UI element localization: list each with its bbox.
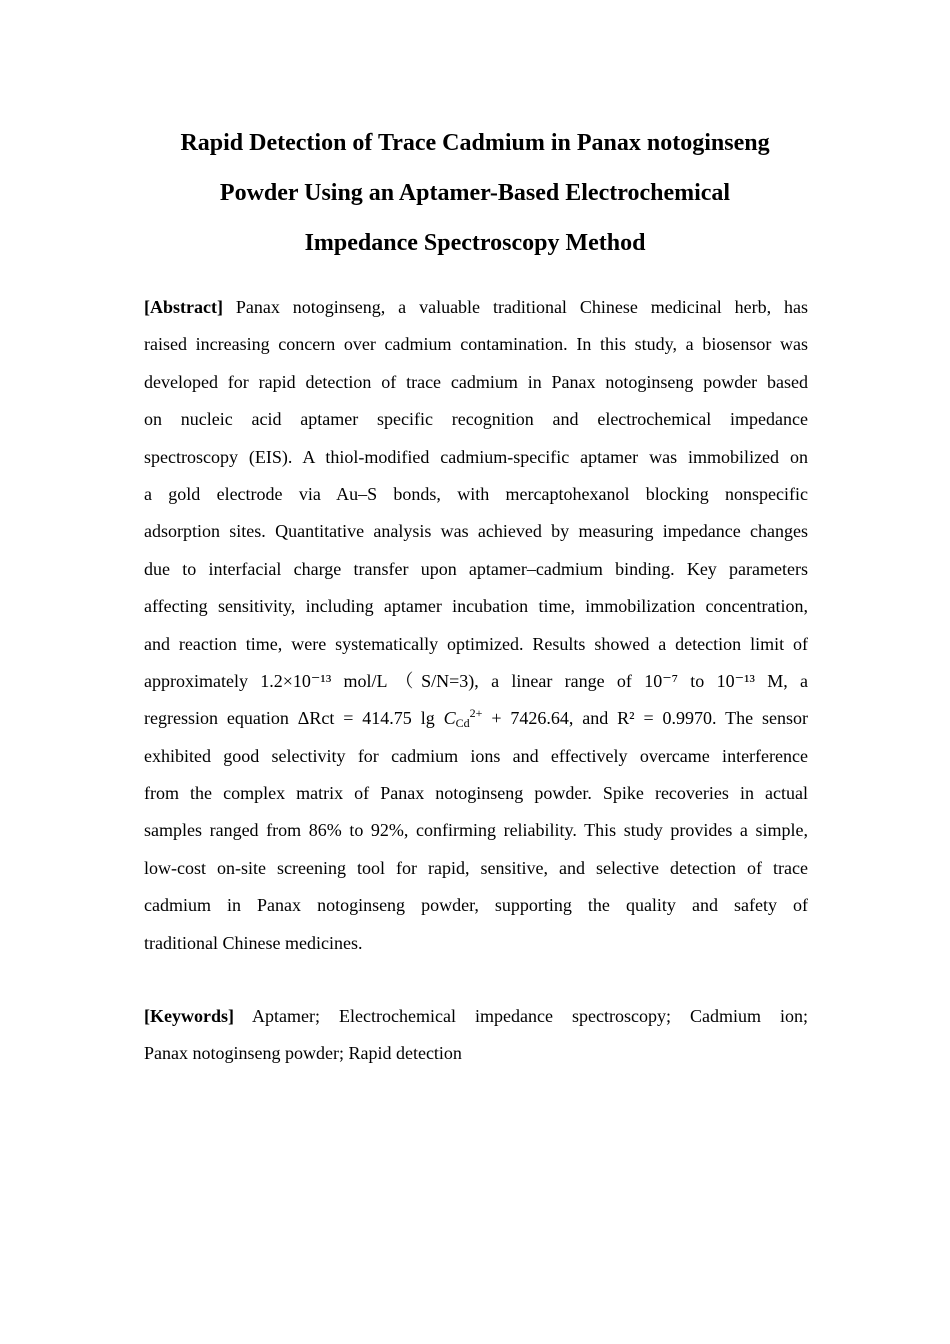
keywords-section: [144, 998, 808, 1073]
paper-title: [120, 118, 830, 268]
abstract-line: raised increasing concern over cadmium contamination. In this study, a biosensor was: [144, 334, 808, 355]
abstract-line: from the complex matrix of Panax notoginseng powder. Spike recoveries in actual: [144, 783, 808, 804]
abstract-line: due to interfacial charge transfer upon aptamer–cadmium binding. Key parameters: [144, 558, 808, 579]
abstract-line: affecting sensitivity, including aptamer incubation time, immobilization concentration,: [144, 596, 808, 617]
abstract-line: and reaction time, were systematically optimized. Results showed a detection limit of: [144, 633, 808, 654]
abstract-line: traditional Chinese medicines.: [144, 932, 363, 953]
abstract-line: adsorption sites. Quantitative analysis was achieved by measuring impedance changes: [144, 521, 808, 542]
title-line: Rapid Detection of Trace Cadmium in Panax notoginseng: [180, 130, 770, 156]
abstract-label: [Abstract]: [144, 297, 223, 317]
abstract-line: approximately 1.2×10⁻¹³ mol/L（S/N=3), a linear range of 10⁻⁷ to 10⁻¹³ M, a: [144, 670, 808, 691]
abstract-line: a gold electrode via Au–S bonds, with mercaptohexanol blocking nonspecific: [144, 483, 808, 504]
title-line: Impedance Spectroscopy Method: [304, 230, 646, 256]
abstract-line: samples ranged from 86% to 92%, confirming reliability. This study provides a simple,: [144, 820, 808, 841]
abstract-line: developed for rapid detection of trace cadmium in Panax notoginseng powder based: [144, 371, 808, 392]
abstract-line: low-cost on-site screening tool for rapid, sensitive, and selective detection of trace: [144, 857, 808, 878]
keywords-label: [Keywords]: [144, 1006, 234, 1026]
abstract-line: [144, 289, 808, 326]
keywords-line: Panax notoginseng powder; Rapid detection: [144, 1043, 462, 1064]
abstract-line: exhibited good selectivity for cadmium ions and effectively overcame interference: [144, 745, 808, 766]
abstract-line: cadmium in Panax notoginseng powder, supporting the quality and safety of: [144, 895, 808, 916]
title-line: Powder Using an Aptamer-Based Electrochemical: [219, 180, 731, 206]
abstract-line: spectroscopy (EIS). A thiol-modified cadmium-specific aptamer was immobilized on: [144, 446, 808, 467]
equation-suffix: + 7426.64, and R² = 0.9970. The sensor: [482, 708, 808, 729]
keywords-text: Aptamer; Electrochemical impedance spectroscopy; Cadmium ion;: [233, 1006, 808, 1026]
equation-prefix: regression equation ΔRct = 414.75 lg: [144, 708, 444, 729]
abstract-section: [144, 289, 808, 962]
regression-equation-line: [144, 700, 808, 737]
keywords-line: [144, 998, 808, 1035]
abstract-text: Panax notoginseng, a valuable traditional Chinese medicinal herb, has: [222, 297, 808, 317]
equation-variable: C: [443, 708, 456, 729]
equation-subscript: Cd: [455, 716, 470, 731]
abstract-line: on nucleic acid aptamer specific recognition and electrochemical impedance: [144, 409, 808, 430]
equation-superscript: 2+: [469, 706, 483, 721]
